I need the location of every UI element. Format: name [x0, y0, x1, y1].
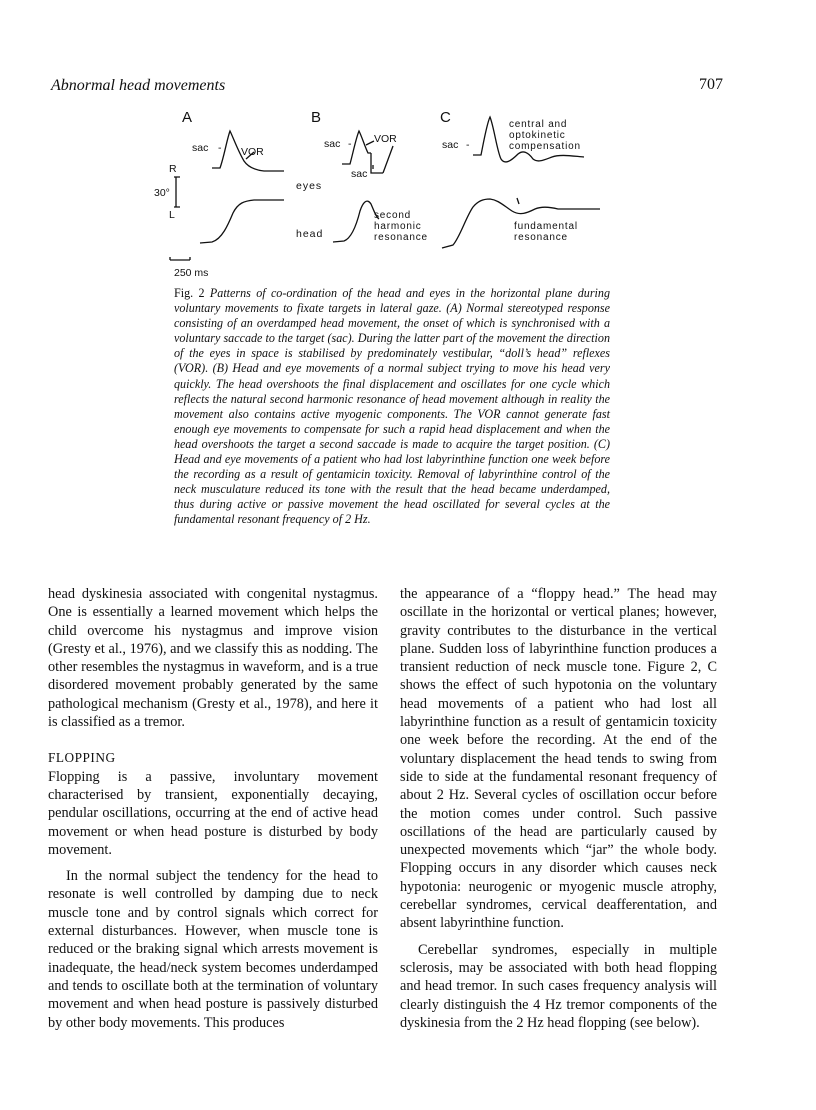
left-paragraph-1: head dyskinesia associated with congenital nystagmus. One is essentially a learned movement which helps the child overcome his nystagmus and improve vision (Gresty et al., 1976), and we classify this as nodding. The other resembles the nystagmus in waveform, and is a true disordered movement probably generated by the same pathological mechanism (Gresty et al., 1978), and here it is classified as a tremor. [48, 586, 378, 731]
panel-b-head-trace [333, 201, 379, 242]
svg-text:-: - [218, 142, 222, 154]
fundamental-line-1: fundamental [514, 221, 578, 232]
left-column [48, 585, 378, 1032]
left-paragraph-2: Flopping is a passive, involuntary movement characterised by transient, exponentially decaying, pendular oscillations, occurring at the end of active head movement or when head posture is disturbed by body movement. [48, 768, 378, 858]
running-title: Abnormal head movements [51, 77, 226, 94]
head-label: head [296, 228, 324, 240]
second-harmonic-line-1: second [374, 210, 412, 221]
panel-b-saccade-line [371, 153, 383, 173]
panel-a-label: A [182, 109, 193, 126]
axis-r-label: R [169, 163, 177, 175]
vor-b-pointer [366, 141, 374, 145]
panel-b-vor-label: VOR [374, 133, 397, 145]
axis-degree-label: 30° [154, 187, 170, 199]
section-heading: FLOPPING [48, 750, 116, 766]
fundamental-pointer [517, 198, 519, 204]
right-column [400, 585, 717, 1032]
panel-a-vor-label: VOR [241, 146, 264, 158]
right-paragraph-1: the appearance of a “floppy head.” The head may oscillate in the horizontal or vertical planes; however, gravity contributes to the disturbance in the vertical plane. Sudden loss of labyrinthine function produces a transient reduction of neck muscle tone. Figure 2, C shows the effect of such hypotonia on the voluntary head movements of a patient who had lost all labyrinthine function as a result of gentamicin toxicity one week before the recording. At the end of the voluntary displacement the head tends to swing from side to side at the fundamental resonant frequency of about 2 Hz. Several cycles of oscillation occur before the motion comes under control. Such passive oscillations of the head are particularly caused by unexpected movements which “jar” the whole body. Flopping occurs in any disorder which causes neck hypotonia: neurogenic or myogenic muscle atrophy, cerebellar syndromes, cervical deafferentation, and absent labyrinthine function. [400, 586, 717, 932]
right-paragraph-2: Cerebellar syndromes, especially in multiple sclerosis, may be associated with both head flopping and head tremor. In such cases frequency analysis will clearly distinguish the 4 Hz tremor components of the dyskinesia from the 2 Hz head flopping (see below). [400, 941, 717, 1031]
left-paragraph-3: In the normal subject the tendency for the head to resonate is well controlled by damping due to neck muscle tone and by control signals which correct for external disturbances. However, when muscle tone is reduced or the braking signal which arrests movement is inadequate, the head/neck system becomes underdamped and tends to oscillate both at the termination of voluntary movement and when head posture is passively disturbed by other body movements. This produces [48, 868, 378, 1031]
scale-bar [170, 257, 190, 260]
panel-b-sac2-label: sac [351, 168, 368, 180]
panel-c-label: C [440, 109, 451, 126]
panel-b-eye-trace [342, 131, 371, 164]
second-harmonic-line-2: harmonic [374, 221, 422, 232]
panel-a-sac-label: sac [192, 142, 209, 154]
panel-b-sac-label: sac [324, 138, 341, 150]
caption-text: Patterns of co-ordination of the head and eyes in the horizontal plane during voluntary movements to fixate targets in lateral gaze. (A) Normal stereotyped response consisting of an overdamped head movement, the onset of which is synchronised with a voluntary saccade to the target (sac). During the latter part of the movement the direction of the eyes in space is stabilised by predominately vestibular, “doll’s head” reflexes (VOR). (B) Head and eye movements of a normal subject trying to move his head very quickly. The head overshoots the final displacement and oscillates for one cycle which reflects the natural second harmonic resonance of head movement although in reality the movement also contains active myogenic components. The VOR cannot generate fast enough eye movements to compensate for such a rapid head displacement and when the head overshoots the target a second saccade is made to acquire the target position. (C) Head and eye movements of a patient who had lost labyrinthine function one week before the recording as a result of gentamicin toxicity. Removal of labyrinthine control of the neck musculature reduced its tone with the result that the head became underdamped, thus during active or passive movement the head oscillated for several cycles at the fundamental resonant frequency of 2 Hz. [174, 286, 611, 527]
axis-bracket [174, 177, 180, 207]
figure-caption [174, 286, 610, 528]
central-line-1: central and [509, 119, 568, 130]
svg-text:-: - [466, 139, 470, 151]
figure-2 [154, 105, 620, 283]
panel-b-label: B [311, 109, 322, 126]
central-line-3: compensation [509, 141, 581, 152]
central-line-2: optokinetic [509, 130, 566, 141]
panel-b-second-saccade [383, 146, 393, 173]
caption-label: Fig. 2 [174, 286, 205, 300]
svg-text:-: - [348, 138, 352, 150]
eyes-label: eyes [296, 180, 323, 192]
panel-c-sac-label: sac [442, 139, 459, 151]
scale-label: 250 ms [174, 267, 209, 279]
page-number: 707 [699, 76, 723, 93]
second-harmonic-line-3: resonance [374, 232, 428, 243]
figure-2-traces [154, 105, 620, 283]
panel-a-head-trace [200, 200, 284, 243]
fundamental-line-2: resonance [514, 232, 568, 243]
axis-l-label: L [169, 209, 175, 221]
